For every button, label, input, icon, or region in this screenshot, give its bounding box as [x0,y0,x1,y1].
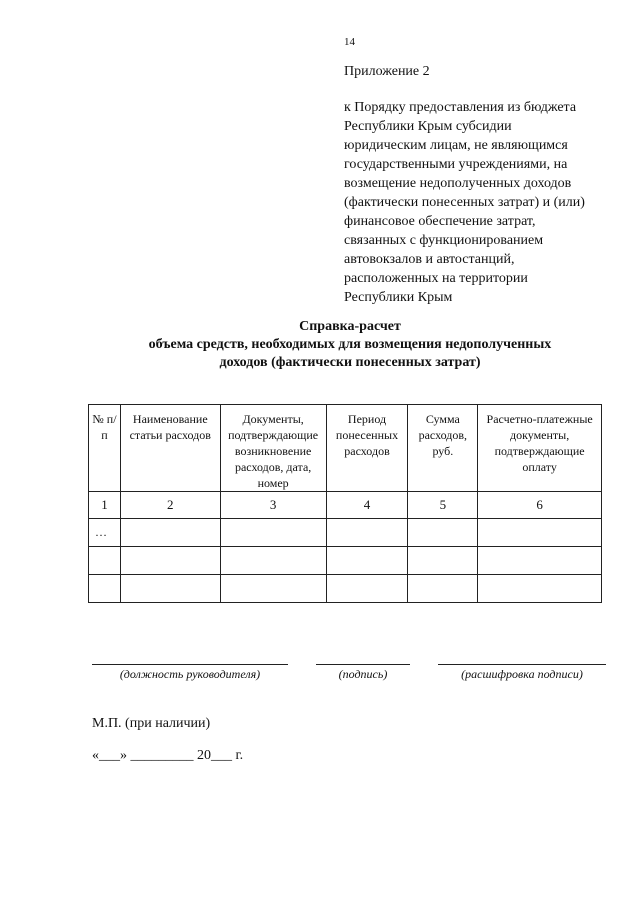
table-cell [408,519,478,547]
appendix-line: возмещение недополученных доходов [344,176,572,191]
appendix-line: юридическим лицам, не являющимся [344,138,568,153]
document-title-line: объема средств, необходимых для возмещения недополученных [148,337,552,352]
table-cell: … [89,519,121,547]
table-cell [408,575,478,603]
table-cell [120,575,220,603]
appendix-line: Республики Крым субсидии [344,119,512,134]
appendix-line: финансовое обеспечение затрат, [344,214,536,229]
table-cell [326,519,408,547]
column-header-number: № п/п [89,405,121,492]
table-cell [478,519,602,547]
signature-caption: (подпись) [338,667,388,681]
column-header-documents: Документы, подтверждающие возникновение расходов, дата, номер [220,405,326,492]
column-number: 6 [478,492,602,519]
stamp-place: М.П. (при наличии) [92,716,211,731]
table-cell [89,575,121,603]
column-number: 5 [408,492,478,519]
column-number: 3 [220,492,326,519]
appendix-text [344,98,614,307]
appendix-line: Республики Крым [344,290,453,305]
document-title-line: доходов (фактически понесенных затрат) [219,355,481,370]
document-title-line: Справка-расчет [299,319,401,334]
calculation-table [88,404,602,603]
table-cell [326,575,408,603]
table-header-row [89,405,602,492]
table-cell [326,547,408,575]
column-header-period: Период понесенных расходов [326,405,408,492]
appendix-line: расположенных на территории [344,271,528,286]
table-cell [408,547,478,575]
appendix-line: связанных с функционированием [344,233,544,248]
column-header-expense-item: Наименование статьи расходов [120,405,220,492]
table-row [89,519,602,547]
column-number: 1 [89,492,121,519]
appendix-line: государственными учреждениями, на [344,157,568,172]
document-title [100,318,600,372]
table-cell [220,575,326,603]
position-signature-line [92,664,288,665]
column-number: 4 [326,492,408,519]
table-row [89,547,602,575]
column-header-payment-documents: Расчетно-платежные документы, подтверждающие оплату [478,405,602,492]
date-line: «___» _________ 20___ г. [92,748,244,763]
table-cell [478,547,602,575]
table-cell [89,547,121,575]
table-cell [120,519,220,547]
appendix-line: автовокзалов и автостанций, [344,252,515,267]
appendix-line: (фактически понесенных затрат) и (или) [344,195,585,210]
signature-line [316,664,410,665]
appendix-title: Приложение 2 [344,64,430,79]
column-number-row [89,492,602,519]
position-caption: (должность руководителя) [119,667,261,681]
table-cell [220,547,326,575]
table-cell [478,575,602,603]
page-number: 14 [344,36,355,48]
decryption-signature-line [438,664,606,665]
appendix-line: к Порядку предоставления из бюджета [344,100,577,115]
table-cell [220,519,326,547]
table-cell [120,547,220,575]
column-header-amount: Сумма расходов, руб. [408,405,478,492]
table-row [89,575,602,603]
column-number: 2 [120,492,220,519]
decryption-caption: (расшифровка подписи) [461,667,583,681]
